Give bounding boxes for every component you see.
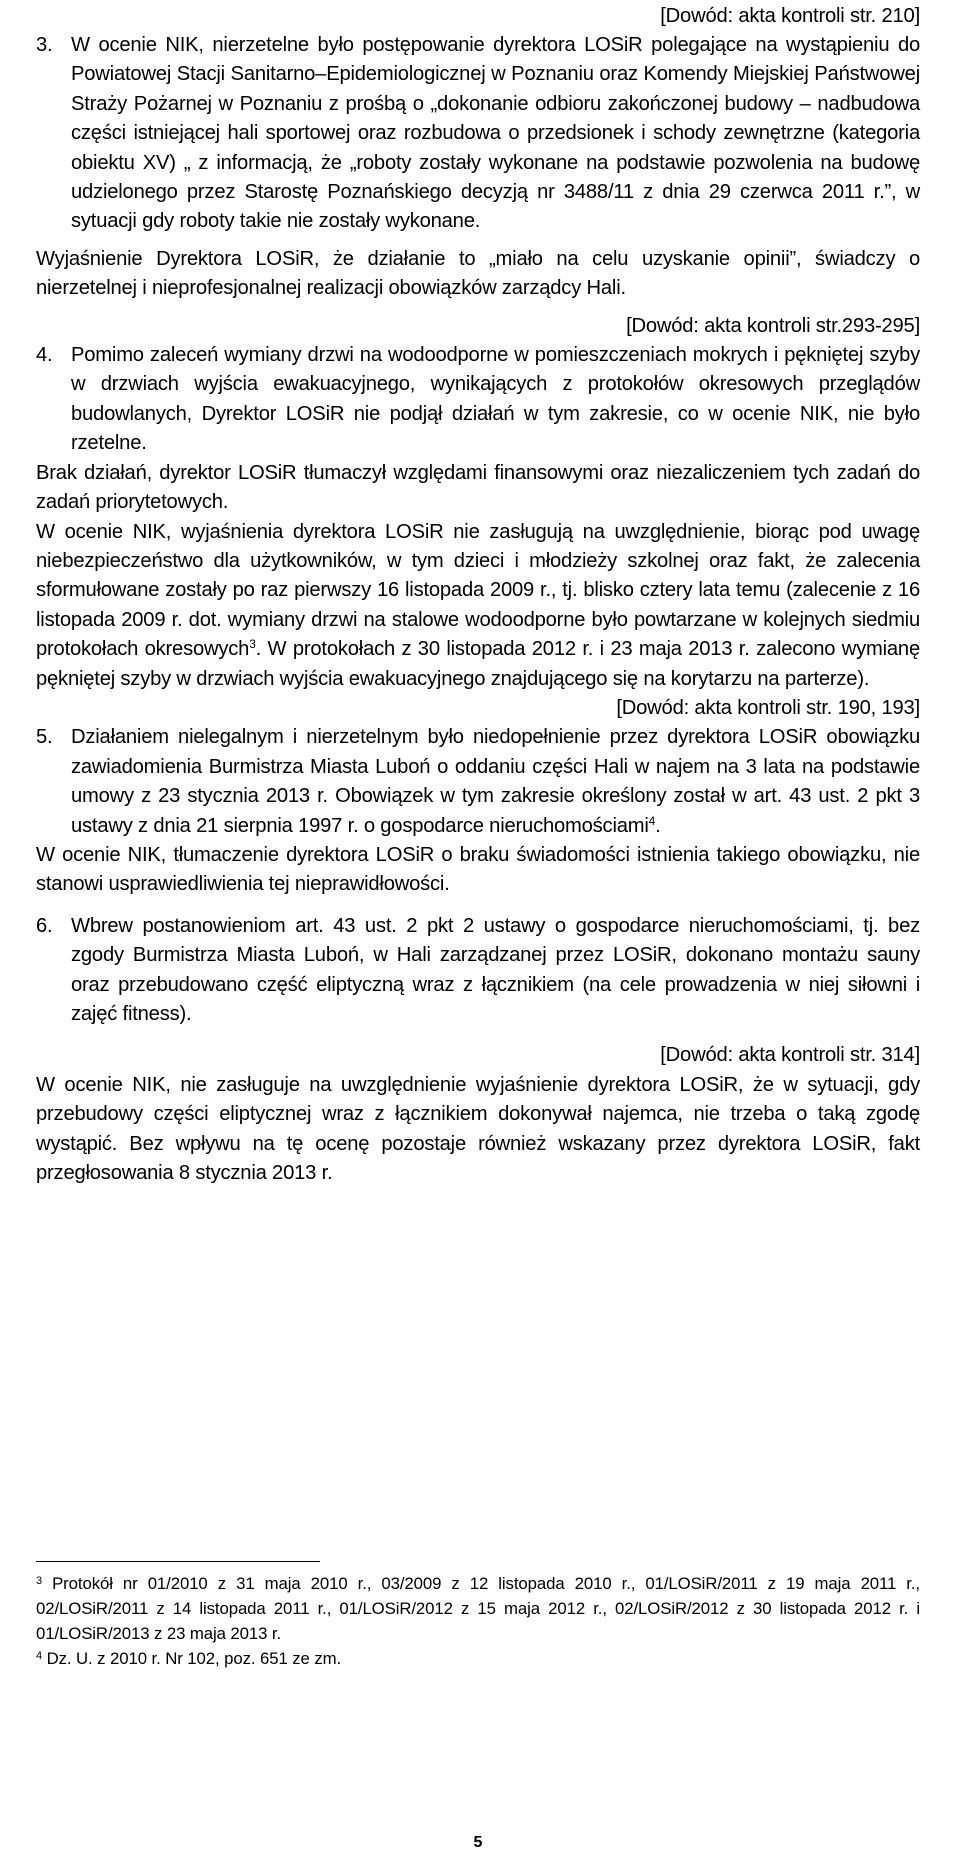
document-page [36,0,920,1871]
list-item-5 [36,723,920,841]
paragraph: W ocenie NIK, nierzetelne było postępowanie dyrektora LOSiR polegające na wystąpieniu do Powiatowej Stacji Sanitarno–Epidemiologicznej w Poznaniu oraz Komendy Miejskiej Państwowej Straży Pożarnej w Poznaniu z prośbą o „dokonanie odbioru zakończonej budowy – nadbudowa części istniejącej hali sportowej oraz rozbudowa o przedsionek i schody zewnętrzne (kategoria obiektu XV) „ z informacją, że „roboty zostały wykonane na podstawie pozwolenia na budowę udzielonego przez Starostę Poznańskiego decyzją nr 3488/11 z dnia 29 czerwca 2011 r.”, w sytuacji gdy roboty takie nie zostały wykonane. [71,34,920,233]
paragraph: Wyjaśnienie Dyrektora LOSiR, że działanie to „miało na celu uzyskanie opinii”, świadczy o nierzetelnej i nieprofesjonalnej realizacji obowiązków zarządcy Hali. [36,247,920,300]
item-number: 6. [36,914,53,937]
footnote-mark: 4 [36,1650,43,1662]
evidence-reference: [Dowód: akta kontroli str. 210] [660,5,920,27]
item-number: 5. [36,726,53,749]
footnote-mark: 3 [36,1575,43,1587]
list-item-4 [36,341,920,459]
evidence-reference: [Dowód: akta kontroli str.293-295] [626,314,920,337]
paragraph: W ocenie NIK, nie zasługuje na uwzględnienie wyjaśnienie dyrektora LOSiR, że w sytuacji, gdy przebudowy części eliptycznej wraz z łącznikiem dokonywał najemca, nie trzeba o taką zgodę wystąpić. Bez wpływu na tę ocenę pozostaje również wskazany przez dyrektora LOSiR, fakt przegłosowania 8 stycznia 2013 r. [36,1073,920,1185]
paragraph: W ocenie NIK, tłumaczenie dyrektora LOSiR o braku świadomości istnienia takiego obowiązku, nie stanowi usprawiedliwienia tej nieprawidłowości. [36,843,920,896]
footnote-ref[interactable]: 3 [249,637,256,652]
list-item-3 [36,31,920,237]
list-item-6 [36,912,920,1030]
paragraph-text: . W protokołach z 30 listopada 2012 r. i 23 maja 2013 r. zalecono wymianę pękniętej szyby w drzwiach wyjścia ewakuacyjnego znajdującego się na korytarzu na parterze). [36,638,920,690]
evidence-reference: [Dowód: akta kontroli str. 190, 193] [616,696,920,719]
paragraph [36,518,920,694]
paragraph [71,723,920,841]
item-number: 3. [36,34,53,56]
paragraph-text: . [655,814,661,837]
evidence-reference: [Dowód: akta kontroli str. 314] [660,1044,920,1067]
paragraph: Pomimo zaleceń wymiany drzwi na wodoodporne w pomieszczeniach mokrych i pękniętej szyby w drzwiach wyjścia ewakuacyjnego, wynikających z protokołów okresowych przeglądów budowlanych, Dyrektor LOSiR nie podjął działań w tym zakresie, co w ocenie NIK, nie było rzetelne. [71,344,920,455]
page-number: 5 [473,1834,483,1851]
footnote-text: Protokół nr 01/2010 z 31 maja 2010 r., 03/2009 z 12 listopada 2010 r., 01/LOSiR/2011 z 19 maja 2011 r., 02/LOSiR/2011 z 14 listopada 2011 r., 01/LOSiR/2012 z 15 maja 2012 r., 02/LOSiR/2012 z 30 listopada 2012 r. i 01/LOSiR/2013 z 23 maja 2013 r. [36,1574,920,1643]
footnote-separator [36,1561,320,1562]
paragraph: Brak działań, dyrektor LOSiR tłumaczył względami finansowymi oraz niezaliczeniem tych zadań do zadań priorytetowych. [36,461,920,514]
paragraph-text: Działaniem nielegalnym i nierzetelnym było niedopełnienie przez dyrektora LOSiR obowiązku zawiadomienia Burmistrza Miasta Luboń o oddaniu części Hali w najem na 3 lata na podstawie umowy z 23 stycznia 2013 r. Obowiązek w tym zakresie określony został w art. 43 ust. 2 pkt 3 ustawy z dnia 21 sierpnia 1997 r. o gospodarce nieruchomościami [71,726,920,837]
paragraph-text: W ocenie NIK, wyjaśnienia dyrektora LOSiR nie zasługują na uwzględnienie, biorąc pod uwagę niebezpieczeństwo dla użytkowników, w tym dzieci i młodzieży szkolnej oraz fakt, że zalecenia sformułowane zostały po raz pierwszy 16 listopada 2009 r., tj. blisko cztery lata temu (zalecenie z 16 listopada 2009 r. dot. wymiany drzwi na stalowe wodoodporne było powtarzane w kolejnych siedmiu protokołach okresowych [36,520,920,661]
footnote [36,1646,920,1671]
item-number: 4. [36,344,53,367]
footnotes [36,1571,920,1671]
footnote-text: Dz. U. z 2010 r. Nr 102, poz. 651 ze zm. [42,1649,342,1668]
footnote-ref[interactable]: 4 [648,813,656,828]
footnote [36,1571,920,1646]
paragraph: Wbrew postanowieniom art. 43 ust. 2 pkt 2 ustawy o gospodarce nieruchomościami, tj. bez zgody Burmistrza Miasta Luboń, w Hali zarządzanej przez LOSiR, dokonano montażu sauny oraz przebudowano część eliptyczną wraz z łącznikiem (na cele prowadzenia w niej siłowni i zajęć fitness). [71,914,920,1025]
